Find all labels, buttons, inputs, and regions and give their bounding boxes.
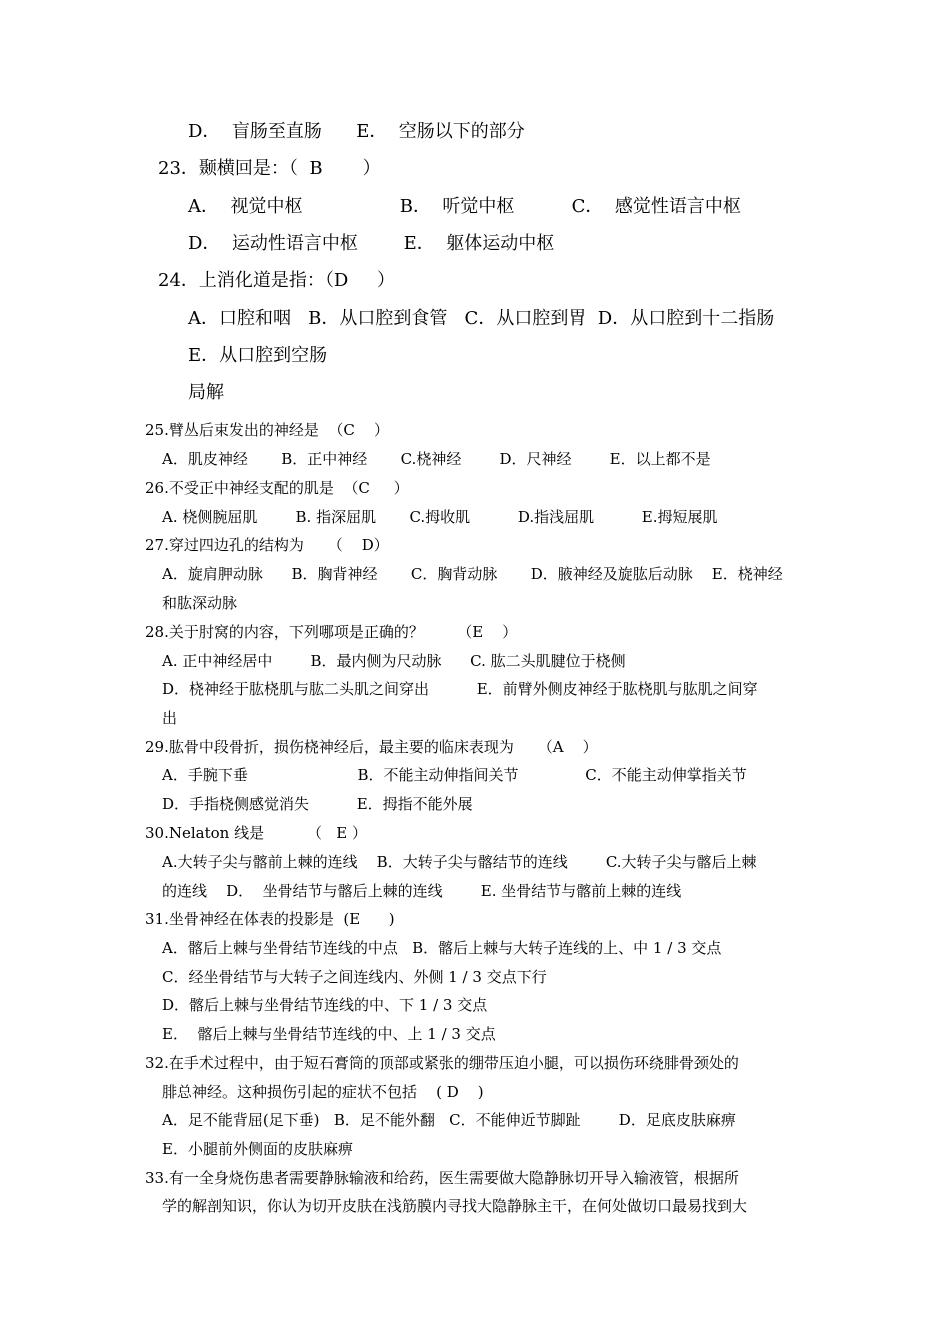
q28-question: 28.关于肘窝的内容，下列哪项是正确的？ （E ）	[145, 623, 518, 641]
q30-question: 30.Nelaton 线是 （ E ）	[145, 824, 368, 842]
q26-question: 26.不受正中神经支配的肌是 （C ）	[145, 479, 409, 497]
q31-option-d: D．髂后上棘与坐骨结节连线的中、下 1 / 3 交点	[162, 996, 488, 1014]
q31-question: 31.坐骨神经在体表的投影是 (E )	[145, 910, 395, 928]
q31-option-c: C．经坐骨结节与大转子之间连线内、外侧 1 / 3 交点下行	[162, 968, 547, 986]
q30-options-cont: 的连线 D． 坐骨结节与髂后上棘的连线 E. 坐骨结节与髂前上棘的连线	[162, 882, 682, 900]
q31-option-e: E． 髂后上棘与坐骨结节连线的中、上 1 / 3 交点	[162, 1025, 496, 1043]
q29-question: 29.肱骨中段骨折，损伤桡神经后，最主要的临床表现为 （A ）	[145, 738, 598, 756]
q28-options-cont: 出	[162, 709, 178, 727]
q32-question-cont: 腓总神经。这种损伤引起的症状不包括 ( D )	[162, 1083, 484, 1101]
q28-options-a-c: A. 正中神经居中 B．最内侧为尺动脉 C. 肱二头肌腱位于桡侧	[162, 652, 626, 670]
q25-options: A．肌皮神经 B．正中神经 C.桡神经 D．尺神经 E．以上都不是	[162, 450, 711, 468]
q32-option-e: E．小腿前外侧面的皮肤麻痹	[162, 1140, 353, 1158]
q27-question: 27.穿过四边孔的结构为 （ D）	[145, 536, 389, 554]
q23-options-d-e: D． 运动性语言中枢 E． 躯体运动中枢	[188, 233, 555, 254]
q28-options-d-e: D．桡神经于肱桡肌与肱二头肌之间穿出 E．前臂外侧皮神经于肱桡肌与肱肌之间穿	[162, 680, 758, 698]
q24-options-a-d: A．口腔和咽 B．从口腔到食管 C．从口腔到胃 D．从口腔到十二指肠	[188, 308, 775, 329]
q26-options: A. 桡侧腕屈肌 B. 指深屈肌 C.拇收肌 D.指浅屈肌 E.拇短展肌	[162, 508, 718, 526]
q31-options-a-b: A．髂后上棘与坐骨结节连线的中点 B．髂后上棘与大转子连线的上、中 1 / 3 交点	[162, 939, 722, 957]
q33-question: 33.有一全身烧伤患者需要静脉输液和给药，医生需要做大隐静脉切开导入输液管，根据所	[145, 1169, 739, 1187]
q24-option-e: E．从口腔到空肠	[188, 345, 328, 366]
q24-question: 24．上消化道是指：（D ）	[158, 270, 395, 291]
q22-options-d-e: D． 盲肠至直肠 E． 空肠以下的部分	[188, 121, 525, 142]
q27-options-cont: 和肱深动脉	[162, 594, 238, 612]
q32-options-a-d: A．足不能背屈(足下垂) B．足不能外翻 C．不能伸近节脚趾 D．足底皮肤麻痹	[162, 1111, 736, 1129]
q23-question: 23．颞横回是：（ B ）	[158, 158, 381, 179]
q33-question-cont: 学的解剖知识，你认为切开皮肤在浅筋膜内寻找大隐静脉主干，在何处做切口最易找到大	[162, 1197, 748, 1215]
q30-options: A.大转子尖与髂前上棘的连线 B．大转子尖与髂结节的连线 C.大转子尖与髂后上棘	[162, 853, 757, 871]
q29-options-d-e: D．手指桡侧感觉消失 E．拇指不能外展	[162, 795, 473, 813]
q25-question: 25.臂丛后束发出的神经是 （C ）	[145, 421, 389, 439]
q27-options: A．旋肩胛动脉 B．胸背神经 C．胸背动脉 D．腋神经及旋肱后动脉 E．桡神经	[162, 565, 783, 583]
q23-options-a-c: A． 视觉中枢 B． 听觉中枢 C． 感觉性语言中枢	[188, 196, 741, 217]
q29-options-a-c: A．手腕下垂 B．不能主动伸指间关节 C．不能主动伸掌指关节	[162, 766, 747, 784]
q32-question: 32.在手术过程中，由于短石膏筒的顶部或紧张的绷带压迫小腿，可以损伤环绕腓骨颈处的	[145, 1054, 739, 1072]
section-heading: 局解	[188, 382, 224, 403]
